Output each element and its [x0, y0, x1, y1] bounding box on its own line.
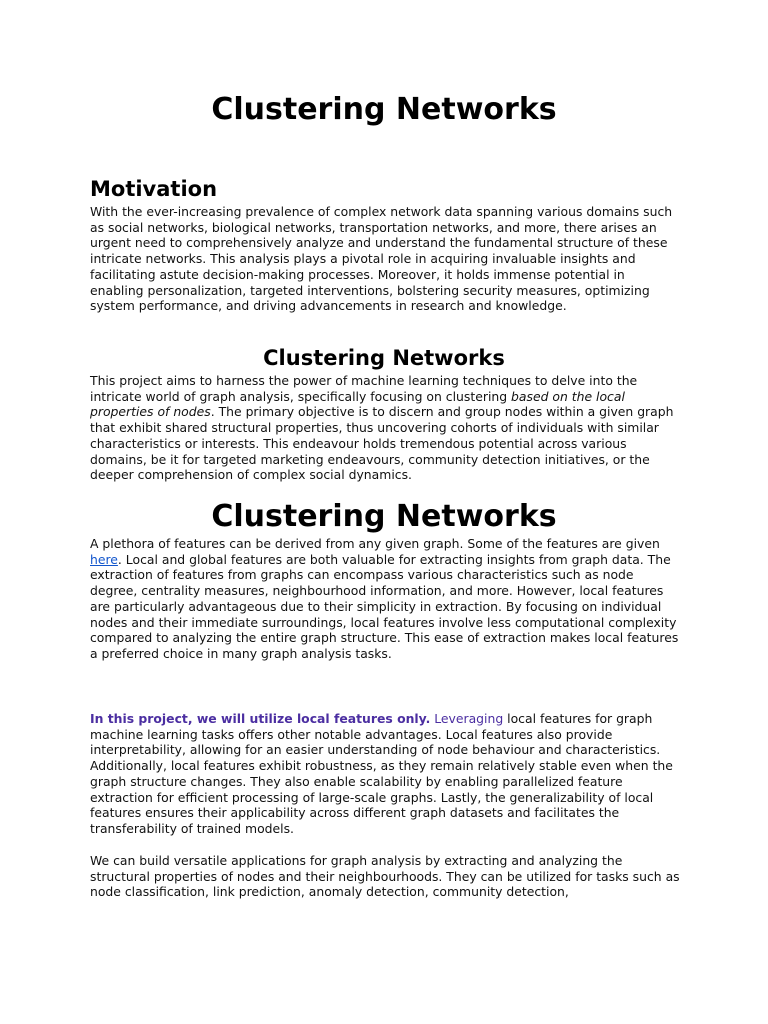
section-heading-clustering-networks: Clustering Networks [263, 346, 505, 370]
local-features-rest: local features for graph machine learning tasks offers other notable advantages. Local features also provide interpretability, allowing for an easier understanding of node behaviour and characteristics. Additionally, local features exhibit robustness, as they remain relatively stable even when the graph structure changes. They also enable scalability by enabling parallelized feature extraction for efficient processing of large-scale graphs. Lastly, the generalizability of local features ensures their applicability across different graph datasets and facilitates the transferability of trained models. [90, 711, 673, 836]
project-aim-emphasis: based on the local properties of nodes [90, 388, 625, 420]
local-features-highlight: In this project, we will utilize local features only. [90, 711, 431, 726]
features-text-after: . Local and global features are both valuable for extracting insights from graph data. The extraction of features from graphs can encompass various characteristics such as node degree, centrality measures, neighbourhood information, and more. However, local features are particularly advantageous due to their simplicity in extraction. By focusing on individual nodes and their immediate surroundings, local features involve less computational complexity compared to analyzing the entire graph structure. This ease of extraction makes local features a preferred choice in many graph analysis tasks. [90, 551, 679, 661]
section-heading-clustering-networks-large: Clustering Networks [211, 499, 557, 534]
features-text-before: A plethora of features can be derived from any given graph. Some of the features are given [90, 536, 660, 551]
project-aim-paragraph [90, 373, 682, 483]
features-paragraph [90, 536, 682, 662]
applications-paragraph: We can build versatile applications for graph analysis by extracting and analyzing the structural properties of nodes and their neighbourhoods. They can be utilized for tasks such as node classification, link prediction, anomaly detection, community detection, [90, 853, 680, 900]
features-here-link[interactable]: here [90, 551, 118, 567]
motivation-heading: Motivation [90, 177, 218, 201]
motivation-paragraph: With the ever-increasing prevalence of complex network data spanning various domains such as social networks, biological networks, transportation networks, and more, there arises an urgent need to comprehensively analyze and understand the fundamental structure of these intricate networks. This analysis plays a pivotal role in acquiring invaluable insights and facilitating astute decision-making processes. Moreover, it holds immense potential in enabling personalization, targeted interventions, bolstering security measures, optimizing system performance, and driving advancements in research and knowledge. [90, 204, 673, 314]
project-aim-text-after: . The primary objective is to discern and group nodes within a given graph that exhibit shared structural properties, thus uncovering cohorts of individuals with similar characteristics or interests. This endeavour holds tremendous potential across various domains, be it for targeted marketing endeavours, community detection initiatives, or the deeper comprehension of complex social dynamics. [90, 404, 674, 483]
project-aim-text-before: This project aims to harness the power of machine learning techniques to delve into the intricate world of graph analysis, specifically focusing on clustering [90, 373, 638, 404]
leveraging-word: Leveraging [430, 711, 504, 726]
document-title: Clustering Networks [211, 92, 557, 127]
local-features-paragraph [90, 711, 682, 837]
